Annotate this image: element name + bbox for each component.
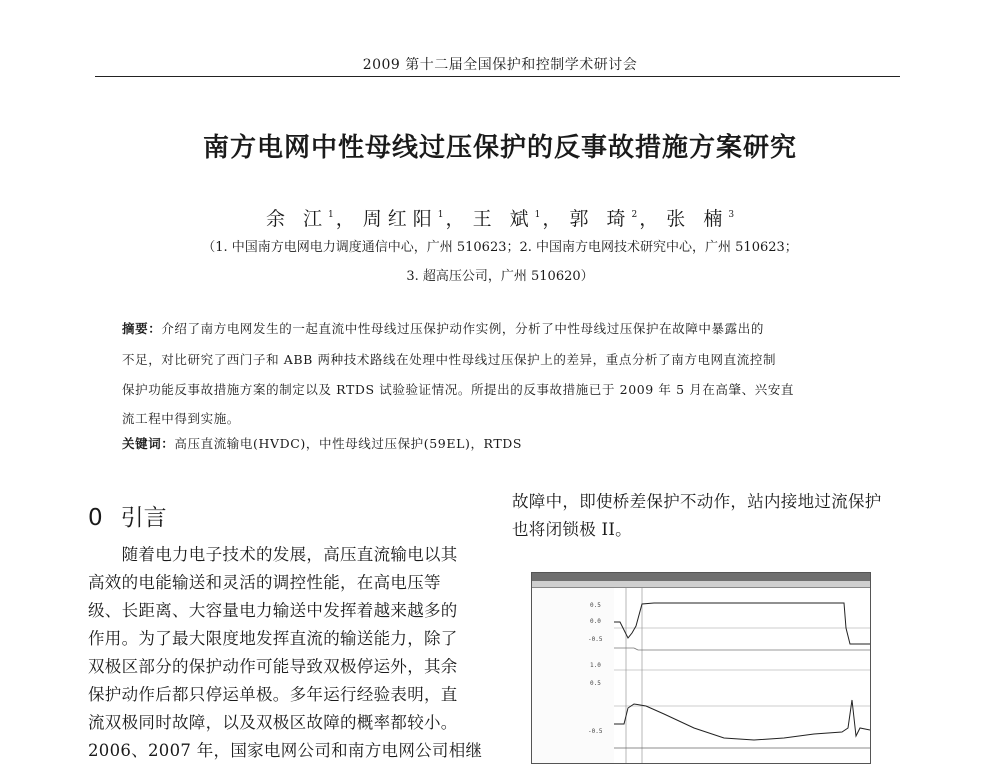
figure-toolbar xyxy=(532,581,870,588)
figure-menubar xyxy=(532,573,870,581)
body-line: 高效的电能输送和灵活的调控性能，在高电压等 xyxy=(88,573,441,592)
paper-title: 南方电网中性母线过压保护的反事故措施方案研究 xyxy=(202,133,797,163)
body-line: 保护动作后都只停运单极。多年运行经验表明，直 xyxy=(88,685,458,704)
figure-channel-panel xyxy=(532,588,615,763)
author-list: 余 江$^1$ ， 周红阳$^1$ ， 王 斌$^1$ ， 郭 琦$^2$ ， 张 楠$^3$ xyxy=(265,208,735,230)
axis-label: -0.5 xyxy=(588,636,603,643)
axis-label: 0.0 xyxy=(590,618,601,625)
axis-label: 0.5 xyxy=(590,680,601,687)
body-line: 级、长距离、大容量电力输送中发挥着越来越多的 xyxy=(88,601,458,620)
author: 张 楠$^3$ xyxy=(666,208,735,230)
author: 周红阳$^1$ xyxy=(362,208,444,230)
abstract-line: 不足，对比研究了西门子和 ABB 两种技术路线在处理中性母线过压保护上的差异，重点分析了南方电网直流控制 xyxy=(122,352,777,367)
keywords-label: 关键词： xyxy=(122,436,175,451)
abstract-label: 摘要： xyxy=(122,321,162,336)
abstract-line: 摘要：介绍了南方电网发生的一起直流中性母线过压保护动作实例，分析了中性母线过压保护在故障中暴露出的 xyxy=(122,321,764,336)
waveform-figure xyxy=(531,572,871,764)
affiliation-line: （1. 中国南方电网电力调度通信中心，广州 510623；2. 中国南方电网技术研究中心，广州 510623； xyxy=(202,240,798,255)
body-line: 随着电力电子技术的发展，高压直流输电以其 xyxy=(88,545,458,564)
body-line: 双极区部分的保护动作可能导致双极停运外，其余 xyxy=(88,657,458,676)
body-line: 流双极同时故障，以及双极区故障的概率都较小。 xyxy=(88,713,458,732)
abstract-line: 流工程中得到实施。 xyxy=(122,411,240,426)
axis-label: -0.5 xyxy=(588,728,603,735)
author: 王 斌$^1$ xyxy=(472,208,541,230)
body-line: 也将闭锁极 II。 xyxy=(512,520,632,539)
conference-header: 2009 第十二届全国保护和控制学术研讨会 xyxy=(362,57,638,73)
body-line: 故障中，即使桥差保护不动作，站内接地过流保护 xyxy=(512,492,882,511)
author: 郭 琦$^2$ xyxy=(569,208,638,230)
plot-background xyxy=(614,588,870,763)
waveform-plot xyxy=(614,588,870,763)
axis-label: 0.5 xyxy=(590,602,601,609)
axis-label: 1.0 xyxy=(590,662,601,669)
abstract-line: 保护功能反事故措施方案的制定以及 RTDS 试验验证情况。所提出的反事故措施已于 2009 年 5 月在高肇、兴安直 xyxy=(122,382,795,397)
affiliation-line: 3. 超高压公司，广州 510620） xyxy=(406,269,594,284)
author: 余 江$^1$ xyxy=(265,208,334,230)
body-line: 作用。为了最大限度地发挥直流的输送能力，除了 xyxy=(88,629,458,648)
section-heading: 0 引言 xyxy=(88,505,167,531)
keywords-line: 关键词：高压直流输电(HVDC)，中性母线过压保护(59EL)，RTDS xyxy=(122,436,523,451)
body-line: 2006、2007 年，国家电网公司和南方电网公司相继 xyxy=(88,741,483,760)
header-rule xyxy=(95,76,900,77)
